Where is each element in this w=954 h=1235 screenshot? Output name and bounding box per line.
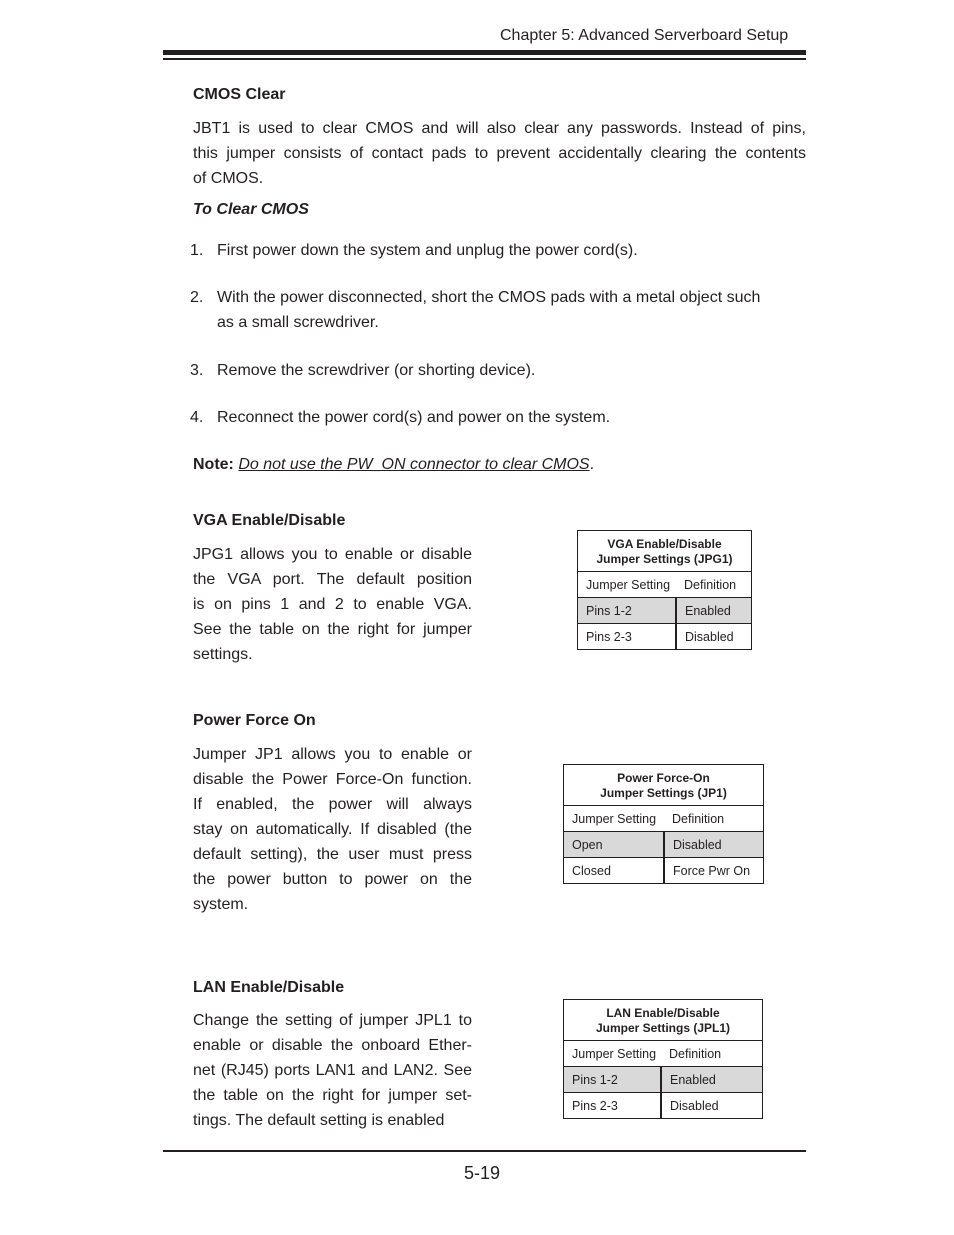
power-line-6: the power button to power on the	[193, 871, 472, 888]
note-text: Do not use the PW_ON connector to clear CMOS	[238, 456, 590, 473]
lan-line-2: enable or disable the onboard Ether-	[193, 1037, 472, 1054]
power-line-5: default setting), the user must press	[193, 846, 472, 863]
power-line-7: system.	[193, 896, 249, 913]
lan-line-5: tings. The default setting is enabled	[193, 1112, 445, 1129]
cell-definition: Enabled	[676, 598, 752, 624]
cell-definition: Enabled	[661, 1067, 763, 1093]
chapter-header: Chapter 5: Advanced Serverboard Setup	[500, 27, 789, 44]
lan-line-1: Change the setting of jumper JPL1 to	[193, 1012, 472, 1029]
step-number: 2.	[190, 289, 204, 306]
table-title-line-1: Power Force-On	[617, 771, 710, 785]
cell-jumper-setting: Pins 1-2	[578, 598, 677, 624]
column-header-definition: Definition	[664, 806, 764, 832]
table-row	[564, 858, 764, 884]
table-row	[564, 1067, 763, 1093]
step-text: With the power disconnected, short the CMOS pads with a metal object such	[217, 289, 761, 306]
table-title	[578, 531, 752, 572]
table-row	[564, 832, 764, 858]
power-heading: Power Force On	[193, 712, 316, 729]
note-end: .	[589, 456, 595, 473]
vga-line-1: JPG1 allows you to enable or disable	[193, 546, 472, 563]
lan-paragraph	[193, 1008, 472, 1133]
note-label: Note:	[193, 456, 234, 473]
cell-jumper-setting: Pins 2-3	[564, 1093, 662, 1119]
power-line-1: Jumper JP1 allows you to enable or	[193, 746, 472, 763]
page-number: 5-19	[464, 1163, 501, 1183]
cmos-line-2: this jumper consists of contact pads to prevent accidentally clearing the contents	[193, 145, 806, 162]
table-title-line-2: Jumper Settings (JPG1)	[596, 552, 733, 566]
column-header-jumper-setting: Jumper Setting	[578, 572, 677, 598]
step-text: Reconnect the power cord(s) and power on the system.	[217, 409, 611, 426]
column-header-definition: Definition	[676, 572, 752, 598]
power-line-3: If enabled, the power will always	[193, 796, 472, 813]
cmos-paragraph	[193, 116, 806, 191]
cell-definition: Disabled	[661, 1093, 763, 1119]
clear-cmos-subheading: To Clear CMOS	[193, 201, 309, 218]
vga-jumper-table	[577, 530, 752, 650]
table-title-line-2: Jumper Settings (JPL1)	[595, 1021, 731, 1035]
lan-line-4: the table on the right for jumper set-	[193, 1087, 472, 1104]
step-2	[190, 285, 810, 335]
table-title-line-2: Jumper Settings (JP1)	[600, 786, 727, 800]
table-title-line-1: LAN Enable/Disable	[606, 1006, 720, 1020]
table-title	[564, 1000, 763, 1041]
power-line-2: disable the Power Force-On function.	[193, 771, 472, 788]
step-number: 4.	[190, 409, 204, 426]
step-text: Remove the screwdriver (or shorting device).	[217, 362, 536, 379]
table-row	[564, 1093, 763, 1119]
column-header-jumper-setting: Jumper Setting	[564, 806, 665, 832]
table-row	[578, 624, 752, 650]
lan-jumper-table	[563, 999, 763, 1119]
vga-paragraph	[193, 542, 472, 667]
cell-jumper-setting: Pins 2-3	[578, 624, 677, 650]
step-1	[190, 238, 810, 263]
cmos-line-3: of CMOS.	[193, 170, 264, 187]
header-rule-thin	[163, 58, 806, 60]
lan-heading: LAN Enable/Disable	[193, 979, 345, 996]
vga-line-5: settings.	[193, 646, 253, 663]
step-3	[190, 358, 810, 383]
table-title-line-1: VGA Enable/Disable	[607, 537, 722, 551]
step-4	[190, 405, 810, 430]
vga-line-3: is on pins 1 and 2 to enable VGA.	[193, 596, 472, 613]
column-header-jumper-setting: Jumper Setting	[564, 1041, 662, 1067]
cell-definition: Disabled	[676, 624, 752, 650]
cell-definition: Disabled	[664, 832, 764, 858]
vga-line-4: See the table on the right for jumper	[193, 621, 472, 638]
cell-jumper-setting: Open	[564, 832, 665, 858]
header-rule-thick	[163, 50, 806, 55]
cmos-note	[193, 456, 594, 474]
cell-jumper-setting: Pins 1-2	[564, 1067, 662, 1093]
step-text: First power down the system and unplug the power cord(s).	[217, 242, 638, 259]
vga-line-2: the VGA port. The default position	[193, 571, 472, 588]
table-title	[564, 765, 764, 806]
power-paragraph	[193, 742, 472, 917]
footer-rule	[163, 1150, 806, 1152]
power-line-4: stay on automatically. If disabled (the	[193, 821, 472, 838]
cell-definition: Force Pwr On	[664, 858, 764, 884]
step-number: 1.	[190, 242, 204, 259]
step-text-continued: as a small screwdriver.	[217, 314, 379, 331]
vga-heading: VGA Enable/Disable	[193, 512, 346, 529]
cmos-heading: CMOS Clear	[193, 86, 286, 103]
cell-jumper-setting: Closed	[564, 858, 665, 884]
cmos-line-1: JBT1 is used to clear CMOS and will also clear any passwords. Instead of pins,	[193, 120, 806, 137]
column-header-definition: Definition	[661, 1041, 763, 1067]
table-row	[578, 598, 752, 624]
power-jumper-table	[563, 764, 764, 884]
step-number: 3.	[190, 362, 204, 379]
lan-line-3: net (RJ45) ports LAN1 and LAN2. See	[193, 1062, 472, 1079]
